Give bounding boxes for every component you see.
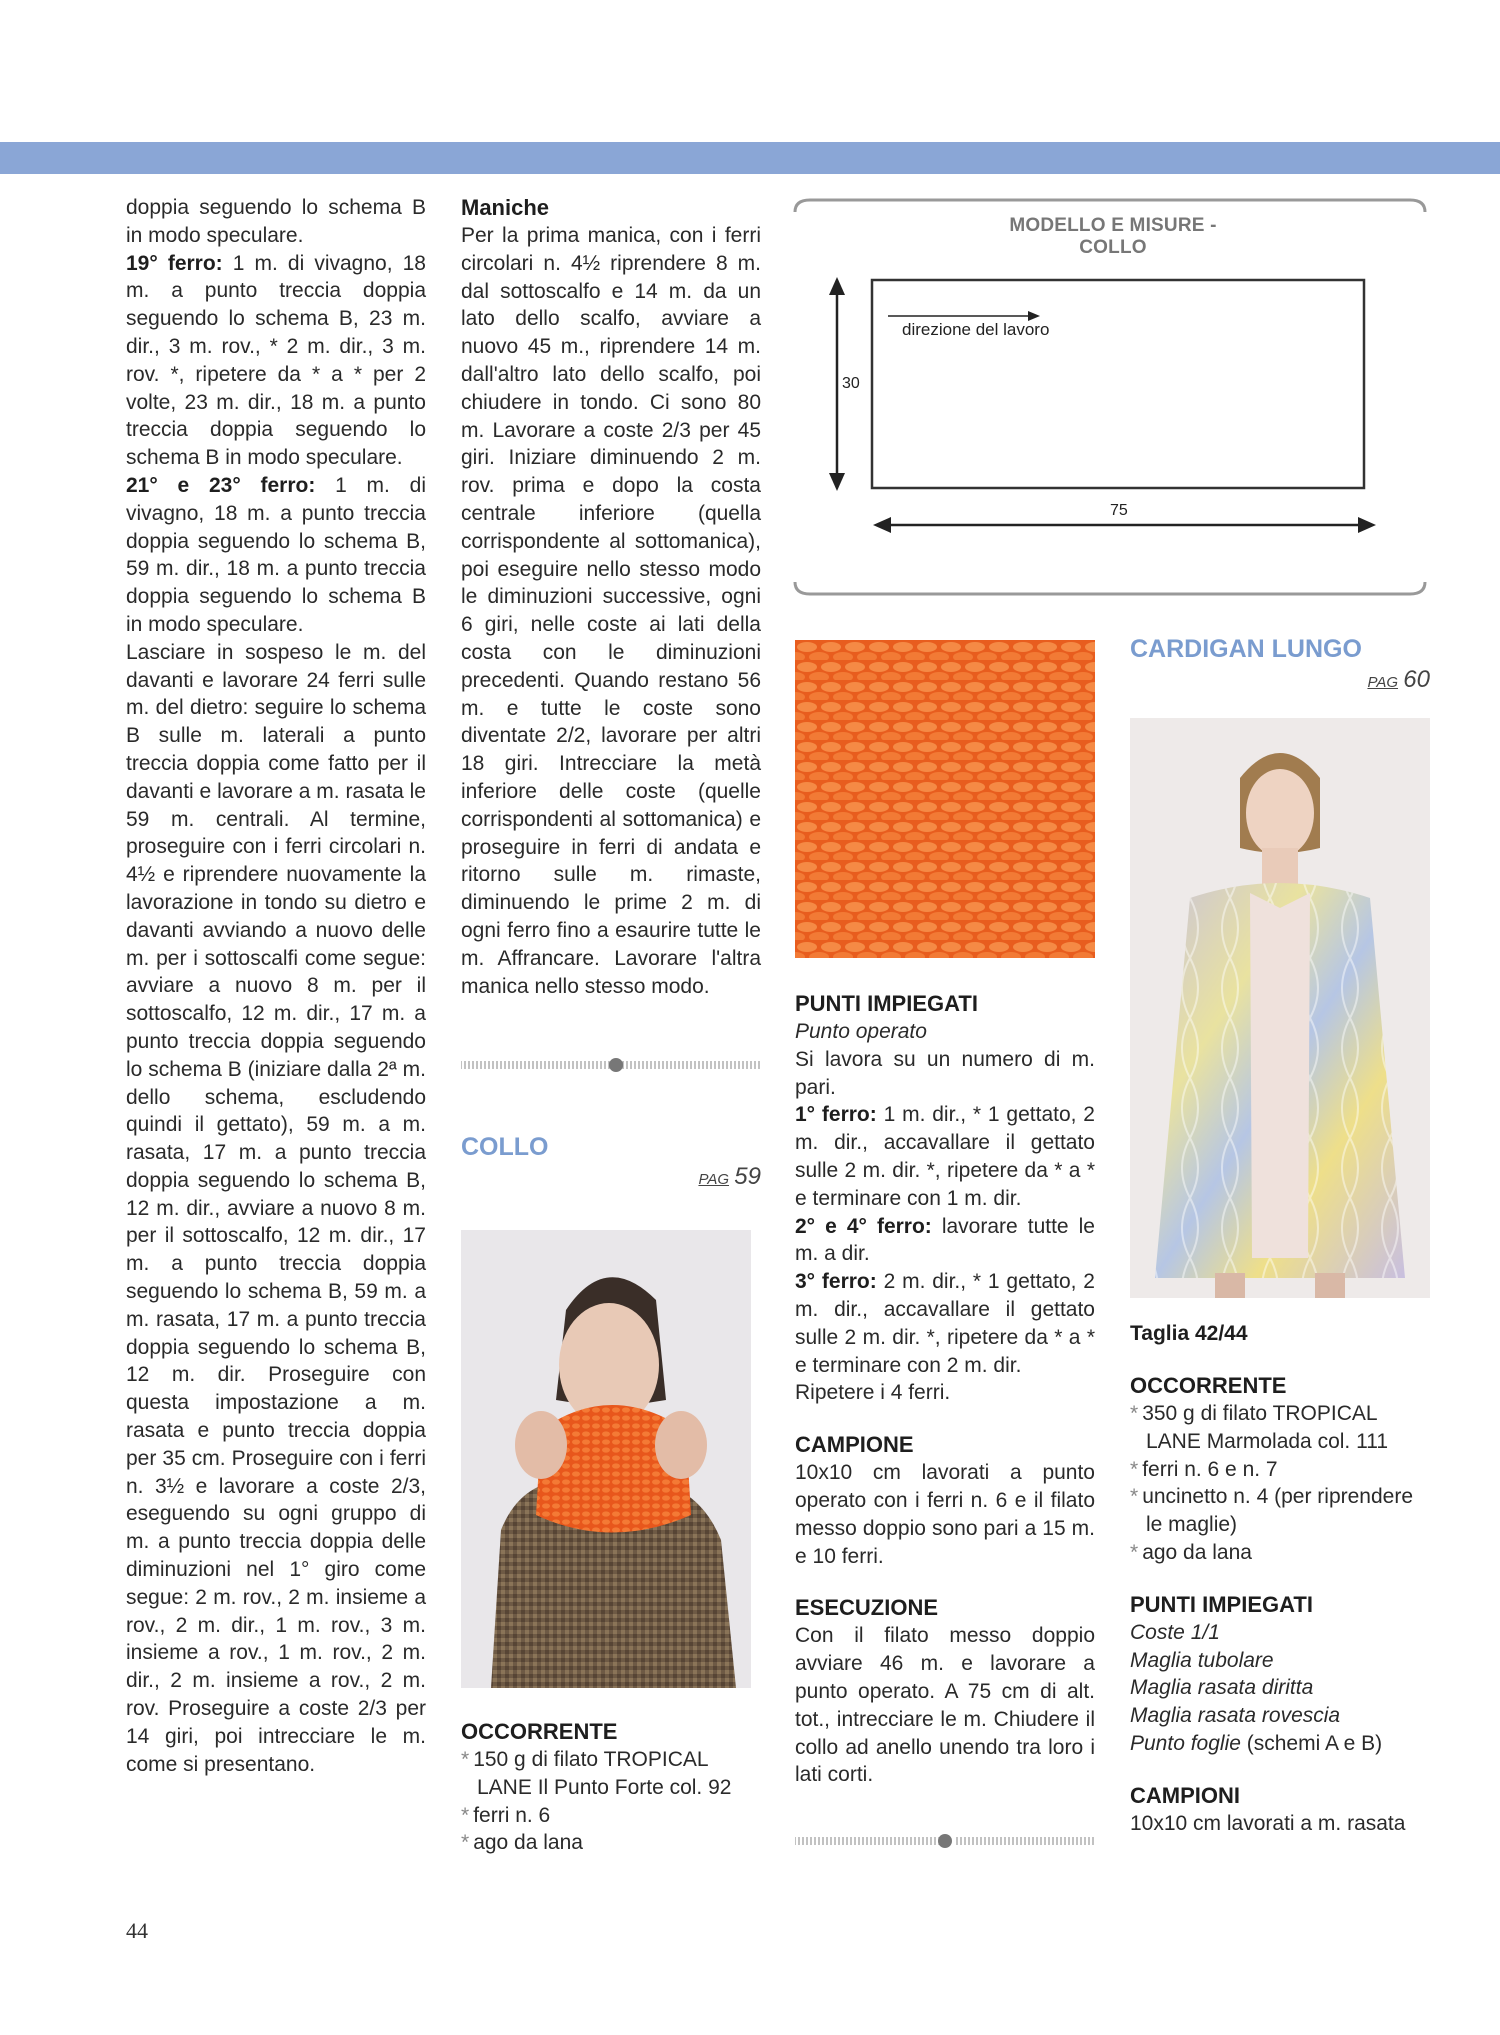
top-color-band (0, 142, 1500, 174)
stitch-name: Maglia rasata rovescia (1130, 1704, 1341, 1728)
asterisk-icon: * (1130, 1402, 1139, 1425)
page-number: 44 (126, 1918, 148, 1943)
asterisk-icon: * (1130, 1457, 1139, 1481)
column-1 (126, 194, 426, 1778)
paragraph: Per la prima manica, con i ferri circolari n. 4½ riprendere 8 m. dal sottoscalfo e 14 m. da un lato dello scalfo, avviare a nuovo 45 m., riprendere 14 m. dall'altro lato dello scalfo, poi chiudere in tondo. Ci sono 80 m. Lavorare a coste 2/3 per 45 giri. Iniziare diminuendo 2 m. rov. prima e dopo la costa centrale inferiore (quella corrispondente al sottomanica), poi eseguire nello stesso modo le diminuzioni successive, ogni 6 giri, nelle coste ai lati della costa con le diminuzioni precedenti. Quando restano 56 m. e tutte le coste sono diventate 2/2, lavorare per altri 18 giri. Intrecciare la metà inferiore delle coste (quelle corrispondenti al sottomanica) e proseguire in ferri di andata e ritorno sulle m. rimaste, diminuendo le prime 2 m. di ogni ferro fino a esaurire tutte le m. Affrancare. Lavorare l'altra manica nello stesso modo. (461, 224, 761, 998)
punti-heading: PUNTI IMPIEGATI (1130, 1591, 1313, 1617)
row-text: 1 m. di vivagno, 18 m. a punto treccia doppia seguendo lo schema B, 23 m. dir., 3 m. rov., * 2 m. dir., 3 m. rov. *, ripetere da * a * per 2 volte, 23 m. dir., 18 m. a punto treccia doppia seguendo lo schema B in modo speculare. (126, 251, 426, 470)
occorrente-heading: OCCORRENTE (461, 1719, 618, 1744)
stitch-name: Maglia tubolare (1130, 1648, 1274, 1672)
list-item: * 350 g di filato TROPICAL LANE Marmolada col. 111 (1130, 1402, 1389, 1453)
list-item: * ferri n. 6 e n. 7 (1130, 1457, 1278, 1481)
cardigan-photo (1130, 718, 1430, 1298)
list-item: * uncinetto n. 4 (per riprendere le maglie) (1130, 1485, 1414, 1537)
campione-heading: CAMPIONE (795, 1432, 914, 1458)
diagram-title: MODELLO E MISURE - COLLO (1009, 215, 1217, 258)
collo-photo (461, 1230, 751, 1688)
column-4 (1130, 1320, 1430, 1838)
pag-number: 60 (1403, 666, 1430, 693)
paragraph (126, 250, 426, 472)
section-divider (795, 1834, 1095, 1848)
paragraph: 2° e 4° ferro: lavorare tutte le m. a dir. (795, 1214, 1095, 1266)
punti-heading: PUNTI IMPIEGATI (795, 991, 978, 1016)
paragraph: Lasciare in sospeso le m. del davanti e lavorare 24 ferri sulle m. del dietro: seguire lo schema B sulle m. laterali a punto treccia doppia come fatto per il davanti e lavorare a m. rasata le 59 m. centrali. Al termine, proseguire con i ferri circolari n. 4½ e riprendere nuovamente la lavorazione in tondo su dietro e davanti avviando a nuovo delle m. per i sottoscalfi come segue: avviare a nuovo 8 m. per il sottoscalfo, 12 m. dir., 17 m. a punto treccia doppia seguendo lo schema B (iniziare dalla 2ª m. dello schema, escludendo quindi il gettato), 59 m. a m. rasata, 17 m. a punto treccia doppia seguendo lo schema B, 12 m. dir., avviare a nuovo 8 m. per il sottoscalfo, 12 m. dir., 17 m. a punto treccia doppia seguendo lo schema B, 59 m. a m. rasata, 17 m. a punto treccia doppia seguendo lo schema B, 12 m. dir. Proseguire con questa impostazione a m. rasata e punto treccia doppia per 35 cm. Proseguire con i ferri n. 3½ e lavorare a coste 2/3, eseguendo su ogni gruppo di m. a punto treccia doppia delle diminuzioni nel 1° giro come segue: 2 m. rov., 2 m. insieme a rov., 2 m. dir., 1 m. rov., 3 m. insieme a rov., 1 m. rov., 2 m. dir., 2 m. insieme a rov., 2 m. rov. Proseguire a coste 2/3 per 14 giri, poi intrecciare le m. come si presentano. (126, 640, 426, 1776)
diagram-width-label: 75 (1110, 502, 1128, 519)
paragraph: Si lavora su un numero di m. pari. (795, 1047, 1095, 1099)
row-label: 21° e 23° ferro: (126, 473, 316, 497)
paragraph: 10x10 cm lavorati a punto operato con i ferri n. 6 e il filato messo doppio sono pari a 15 m. e 10 ferri. (795, 1461, 1095, 1568)
paragraph: 10x10 cm lavorati a m. rasata (1130, 1811, 1406, 1835)
collo-occorrente (461, 1718, 761, 1857)
pag-label: PAG (698, 1171, 730, 1188)
row-label: 19° ferro: (126, 251, 223, 275)
stitch-swatch-photo (795, 640, 1095, 958)
paragraph (126, 472, 426, 639)
pag-label: PAG (1367, 674, 1399, 691)
column-3 (795, 990, 1095, 1789)
stitch-name: Punto foglie (schemi A e B) (1130, 1731, 1383, 1755)
list-item: * ago da lana (461, 1831, 583, 1855)
asterisk-icon: * (461, 1831, 470, 1855)
stitch-name: Punto operato (795, 1020, 927, 1043)
diagram-height-label: 30 (842, 375, 860, 392)
cardigan-heading: CARDIGAN LUNGO (1130, 635, 1362, 663)
row-text: 1 m. di vivagno, 18 m. a punto treccia doppia seguendo lo schema B, 59 m. dir., 18 m. a punto treccia doppia seguendo lo schema B in modo speculare. (126, 473, 426, 636)
list-item: * ago da lana (1130, 1540, 1252, 1564)
pag-number: 59 (734, 1163, 761, 1190)
paragraph: 3° ferro: 2 m. dir., * 1 gettato, 2 m. dir., accavallare il gettato sulle 2 m. dir. *, ripetere da * a * e terminare con 2 m. dir. (795, 1270, 1095, 1377)
paragraph: 1° ferro: 1 m. dir., * 1 gettato, 2 m. dir., accavallare il gettato sulle 2 m. dir. *, ripetere da * a * e terminare con 1 m. dir. (795, 1103, 1095, 1210)
paragraph: Ripetere i 4 ferri. (795, 1381, 951, 1405)
asterisk-icon: * (461, 1803, 470, 1827)
cardigan-page-ref (1260, 666, 1430, 694)
esecuzione-heading: ESECUZIONE (795, 1595, 939, 1621)
column-2 (461, 194, 761, 1000)
paragraph: doppia seguendo lo schema B in modo speculare. (126, 196, 426, 247)
stitch-name: Maglia rasata diritta (1130, 1676, 1314, 1700)
occorrente-heading: OCCORRENTE (1130, 1373, 1287, 1398)
asterisk-icon: * (1130, 1540, 1139, 1564)
campioni-heading: CAMPIONI (1130, 1782, 1240, 1808)
asterisk-icon: * (461, 1748, 470, 1771)
collo-page-ref (600, 1163, 761, 1191)
maniche-heading: Maniche (461, 195, 550, 220)
collo-heading: COLLO (461, 1133, 549, 1161)
asterisk-icon: * (1130, 1485, 1139, 1509)
paragraph: Con il filato messo doppio avviare 46 m. e lavorare a punto operato. A 75 cm di alt. tot., intrecciare le m. Chiudere il collo ad anello unendo tra loro i lati corti. (795, 1624, 1095, 1787)
list-item: * 150 g di filato TROPICAL LANE Il Punto Forte col. 92 (461, 1748, 732, 1799)
diagram-direction-label: direzione del lavoro (902, 320, 1050, 339)
list-item: * ferri n. 6 (461, 1803, 551, 1827)
section-divider (461, 1058, 761, 1072)
taglia-label: Taglia 42/44 (1130, 1322, 1248, 1345)
stitch-name: Coste 1/1 (1130, 1620, 1220, 1644)
